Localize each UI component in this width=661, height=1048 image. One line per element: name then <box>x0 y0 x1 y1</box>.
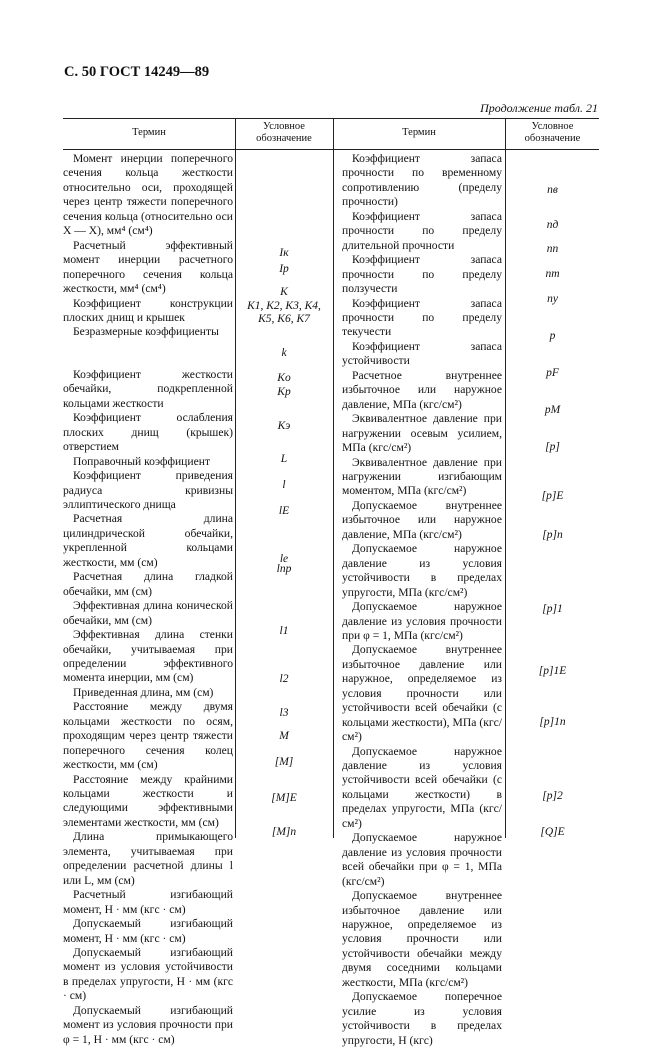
table-row-term: Коэффициент запаса прочности по пределу текучести <box>342 296 502 339</box>
table-row-term: Допускаемое наружное давление из условия устойчивости всей обечайки (с кольцами жесткости) в пределах упругости, МПа (кгс/см²) <box>342 744 502 830</box>
symbol-cell: l3 <box>279 707 289 719</box>
symbol-cell: nу <box>547 293 558 305</box>
table-row-term: Поправочный коэффициент <box>73 454 211 468</box>
page-header: С. 50 ГОСТ 14249—89 <box>64 64 210 80</box>
symbol-cell: Kо <box>277 372 291 384</box>
table-row-term: Эффективная длина стенки обечайки, учитываемая при определении эффективного момента инерции, мм (см) <box>63 628 233 685</box>
symbol-cell: pF <box>546 367 559 379</box>
symbol-cell: [p]1E <box>538 665 567 677</box>
table-row-term: Допускаемое внутреннее избыточное давление или наружное, определяемое из условия прочности или устойчивости всей обечайки (с кольцами жесткости), МПа (кгс/см²) <box>342 643 502 744</box>
column-divider-center <box>333 118 334 838</box>
symbol-cell: [p]2 <box>542 790 563 802</box>
table-row-term: Допускаемое наружное давление из условия прочности всей обечайки при φ = 1, МПа (кгс/см²) <box>342 831 502 888</box>
symbol-cell: Iр <box>279 263 289 275</box>
table-row-term: Допускаемое внутреннее избыточное давление или наружное, определяемое из условия прочности или устойчивости обечайки между двумя соседними кольцами жесткости, МПа (кгс/см²) <box>342 889 502 989</box>
table-row-term: Коэффициент запаса устойчивости <box>342 339 502 368</box>
table-row-term: Момент инерции поперечного сечения кольца жесткости относительно оси, проходящей через центр тяжести поперечного сечения кольца (относительно оси X — X), мм⁴ (см⁴) <box>63 152 233 238</box>
table-row-term: Допускаемый изгибающий момент, Н · мм (кгс · см) <box>63 917 233 945</box>
table-row-term: Коэффициент запаса прочности по пределу ползучести <box>342 253 502 296</box>
table-row-term: Расстояние между двумя кольцами жесткости по осям, проходящим через центр тяжести поперечного сечения колец жесткости, мм (см) <box>63 700 233 772</box>
symbol-cell: [M]п <box>271 826 297 838</box>
table-row-term: Коэффициент запаса прочности по пределу длительной прочности <box>342 209 502 252</box>
symbol-cell: le <box>279 553 289 565</box>
table-row-term: Допускаемый изгибающий момент из условия прочности при φ = 1, Н · мм (кгс · см) <box>63 1003 233 1046</box>
symbol-cell: l <box>282 479 286 491</box>
table-row-term: Коэффициент приведения радиуса кривизны эллиптического днища <box>63 469 233 511</box>
symbol-cell: k <box>281 347 287 359</box>
table-row-term: Расчетный изгибающий момент, Н · мм (кгс · см) <box>63 888 233 916</box>
symbol-cell: Iк <box>279 247 289 259</box>
column-header-symbol-left: Условное обозначение <box>256 121 312 144</box>
table-row-term: Расчетный эффективный момент инерции расчетного поперечного сечения кольца жесткости, мм⁴ (см⁴) <box>63 238 233 296</box>
table-top-rule <box>63 118 599 119</box>
symbol-cell: [M] <box>274 756 294 768</box>
column-divider-left <box>235 118 236 838</box>
table-row-term: Допускаемый изгибающий момент из условия устойчивости в пределах упругости, Н · мм (кгс · см) <box>63 946 233 1003</box>
table-continuation-label: Продолжение табл. 21 <box>480 101 598 115</box>
table-row-term: Эквивалентное давление при нагружении изгибающим моментом, МПа (кгс/см²) <box>342 455 502 498</box>
table-row-term: Эквивалентное давление при нагружении осевым усилием, МПа (кгс/см²) <box>342 412 502 455</box>
symbol-cell: Kр <box>277 386 291 398</box>
table-row-term: Допускаемое наружное давление из условия устойчивости в пределах упругости, МПа (кгс/см²) <box>342 542 502 599</box>
column-divider-right <box>505 118 506 838</box>
table-row-term: Расчетная длина цилиндрической обечайки, укрепленной кольцами жесткости, мм (см) <box>63 512 233 569</box>
table-row-term: Коэффициент конструкции плоских днищ и крышек <box>63 296 233 324</box>
symbol-cell: [M]E <box>271 792 297 804</box>
symbol-cell: K1, K2, K3, K4, K5, K6, K7 <box>247 300 321 325</box>
symbol-cell: [Q]E <box>540 826 565 838</box>
symbol-cell: p <box>549 330 556 342</box>
symbol-cell: lпр <box>276 563 292 575</box>
symbol-cell: M <box>279 730 289 742</box>
table-row-term: Эффективная длина конической обечайки, мм (см) <box>63 599 233 627</box>
column-header-term-right: Термин <box>402 127 436 138</box>
column-header-term-left: Термин <box>132 127 166 138</box>
symbol-cell: [p]п <box>542 529 563 541</box>
symbol-cell: nд <box>546 219 559 231</box>
table-row-term: Расчетная длина гладкой обечайки, мм (см) <box>63 570 233 598</box>
table-row-term: Коэффициент жесткости обечайки, подкрепленной кольцами жесткости <box>63 367 233 410</box>
symbol-cell: nт <box>545 268 560 280</box>
symbol-cell: L <box>280 453 288 465</box>
table-row-term: Допускаемое внутреннее избыточное или наружное давление, МПа (кгс/см²) <box>342 498 502 541</box>
table-row-term: Коэффициент запаса прочности по временному сопротивлению (пределу прочности) <box>342 152 502 209</box>
table-row-term: Приведенная длина, мм (см) <box>73 685 214 699</box>
left-term-column <box>63 152 233 1047</box>
symbol-cell: Kэ <box>277 420 291 432</box>
symbol-cell: K <box>280 286 288 298</box>
table-row-term: Расчетное внутреннее избыточное или наружное давление, МПа (кгс/см²) <box>342 368 502 411</box>
symbol-cell: pM <box>544 404 561 416</box>
column-header-symbol-right: Условное обозначение <box>524 121 581 144</box>
symbol-cell: l1 <box>279 625 289 637</box>
symbol-cell: [p]1п <box>539 716 566 728</box>
right-term-column <box>342 152 502 1048</box>
symbol-cell: nв <box>547 184 558 196</box>
table-row-term: Допускаемое наружное давление из условия прочности при φ = 1, МПа (кгс/см²) <box>342 600 502 642</box>
table-row-term: Коэффициент ослабления плоских днищ (крышек) отверстием <box>63 411 233 454</box>
symbol-cell: l2 <box>279 673 289 685</box>
symbol-cell: nп <box>546 243 559 255</box>
table-row-term: Допускаемое поперечное усилие из условия устойчивости в пределах упругости, Н (кгс) <box>342 990 502 1047</box>
table-row-term: Расстояние между крайними кольцами жесткости и следующими эффективными элементами жесткости, мм (см) <box>63 772 233 829</box>
symbol-cell: lE <box>278 505 290 517</box>
table-row-term: Безразмерные коэффициенты <box>73 325 219 339</box>
table-row-term: Длина примыкающего элемента, учитываемая при определении расчетной длины l или L, мм (см) <box>63 830 233 887</box>
table-header-rule <box>63 149 599 150</box>
symbol-cell: [p]E <box>541 490 564 502</box>
symbol-cell: [p]1 <box>542 603 563 615</box>
symbol-cell: [p] <box>545 441 560 453</box>
